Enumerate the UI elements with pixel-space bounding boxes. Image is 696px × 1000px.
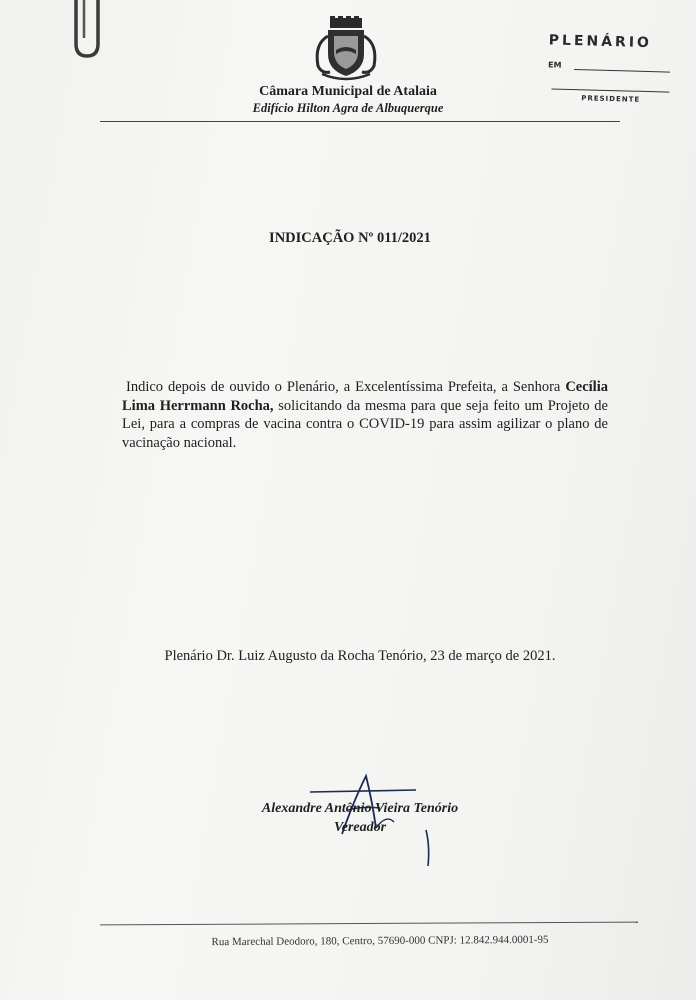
building-name: Edifício Hilton Agra de Albuquerque [252,101,444,115]
footer-divider [100,922,638,926]
paper-clip-icon [62,0,112,60]
dateline: Plenário Dr. Luiz Augusto da Rocha Tenório, 23 de março de 2021. [164,648,556,664]
body-text-part2: solicitando da mesma para que seja feito um Projeto de Lei, para a compras de vacina contra o COVID-19 para assim agilizar o plano de vacinação nacional. [122,397,608,451]
signatory-role: Vereador [333,820,387,835]
stamp-signature-line [551,88,669,92]
stamp-title: PLENÁRIO [548,32,653,52]
document-title: INDICAÇÃO Nº 011/2021 [269,230,431,246]
stamp-date-line [574,69,670,73]
header-divider [100,121,620,122]
coat-of-arms-icon [308,14,384,82]
institution-name: Câmara Municipal de Atalaia [259,84,437,99]
body-paragraph [122,378,608,452]
footer-address: Rua Marechal Deodoro, 180, Centro, 57690-000 CNPJ: 12.842.944.0001-95 [211,933,549,949]
body-recipient-name: Cecília Lima Herrmann Rocha, [122,379,608,414]
plenario-stamp [539,28,681,112]
signatory-name: Alexandre Antônio Vieira Tenório [261,801,459,816]
body-text-part1: Indico depois de ouvido o Plenário, a Excelentíssima Prefeita, a Senhora [126,379,566,395]
stamp-president-label: PRESIDENTE [581,94,641,104]
stamp-em-label: EM [547,60,562,70]
